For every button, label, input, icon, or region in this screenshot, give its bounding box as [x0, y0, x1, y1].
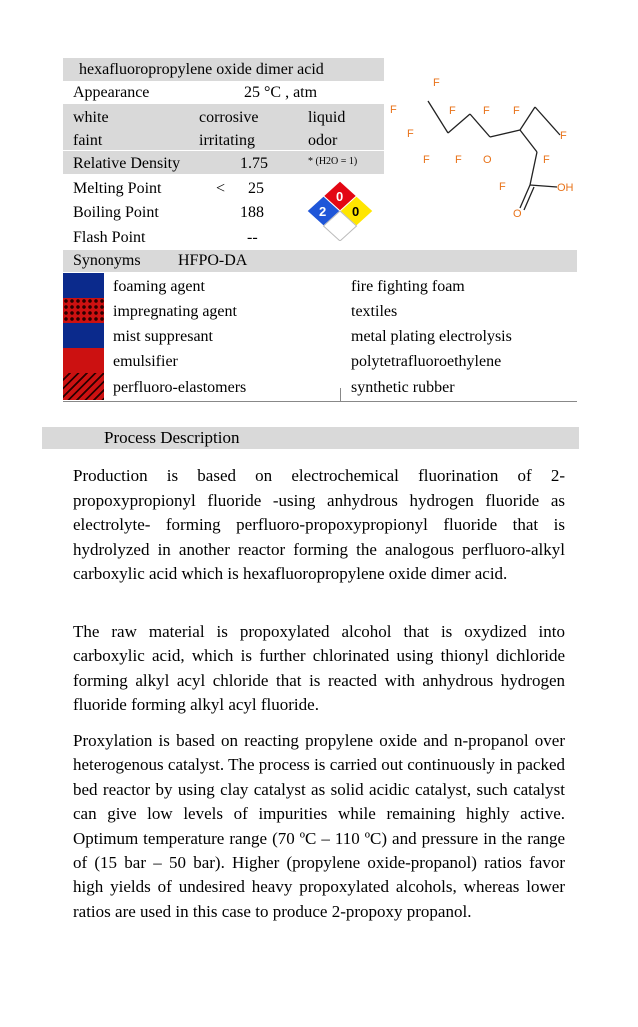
odor-quality-value: irritating: [199, 132, 255, 149]
atom-f-label: F: [423, 154, 430, 166]
boiling-value: 188: [240, 204, 264, 221]
nfpa-diamond: [307, 181, 373, 241]
process-heading: Process Description: [104, 428, 240, 447]
atom-f-label: F: [407, 128, 414, 140]
use-right-1: fire fighting foam: [351, 278, 465, 295]
use-swatch-stripe: [63, 373, 104, 400]
flash-value: --: [247, 229, 258, 246]
synonyms-value: HFPO-DA: [178, 252, 248, 269]
density-note: * (H2O = 1): [308, 156, 358, 167]
density-value: 1.75: [240, 155, 268, 172]
process-paragraph-3: Proxylation is based on reacting propylene oxide and n-propanol over heterogenous catalyst. The process is carried out continuously in packed bed reactor by using clay catalyst as solid acidic catalyst, such catalyst can give low levels of impurities while remaining highly active. Optimum temperature range (70 ºC – 110 ºC) and pressure in the range of (15 bar – 50 bar). Higher (propylene oxide-propanol) ratios favor high yields of undesired heavy propoxylated alcohols, whereas lower ratios are used in this case to produce 2-propoxy propanol.: [73, 731, 565, 921]
use-left-4: emulsifier: [113, 353, 178, 370]
atom-f-label: F: [513, 105, 520, 117]
density-label: Relative Density: [73, 155, 181, 172]
odor-strength-value: faint: [73, 132, 103, 149]
atom-f-label: F: [543, 154, 550, 166]
use-swatch-blue: [63, 273, 104, 298]
atom-o-label: O: [483, 154, 492, 166]
atom-f-label: F: [483, 105, 490, 117]
process-paragraph-2: The raw material is propoxylated alcohol that is oxydized into carboxylic acid, which is further chlorinated using thionyl dichloride forming alkyl acyl chloride that is reacted with anhydrous hydrogen fluoride forming alkyl acyl fluoride.: [73, 622, 565, 715]
atom-oh-label: OH: [557, 182, 574, 194]
use-swatch-check: [63, 298, 104, 323]
molecular-structure: [390, 70, 580, 220]
molecular-structure-graphic: [390, 70, 580, 220]
atom-f-label: F: [499, 181, 506, 193]
atom-f-label: F: [390, 104, 397, 116]
use-right-5: synthetic rubber: [351, 379, 455, 396]
use-right-3: metal plating electrolysis: [351, 328, 512, 345]
nfpa-health: 2: [319, 204, 327, 219]
use-swatch-red: [63, 348, 104, 373]
melting-value: 25: [248, 180, 264, 197]
use-left-2: impregnating agent: [113, 303, 237, 320]
hazard-value: corrosive: [199, 109, 259, 126]
nfpa-flammability: 0: [336, 189, 344, 204]
use-left-3: mist suppresant: [113, 328, 213, 345]
atom-f-label: F: [433, 77, 440, 89]
atom-f-label: F: [560, 130, 567, 142]
compound-title: hexafluoropropylene oxide dimer acid: [79, 61, 324, 78]
process-paragraph-1: Production is based on electrochemical fluorination of 2-propoxypropionyl fluoride -using anhydrous hydrogen fluoride as electrolyte- forming perfluoro-propoxypropionyl fluoride that is hydrolyzed in another reactor forming the analogous perfluoro-alkyl carboxylic acid which is hexafluoropropylene oxide dimer acid.: [73, 466, 565, 584]
boiling-label: Boiling Point: [73, 204, 159, 221]
uses-divider: [340, 388, 341, 401]
use-right-4: polytetrafluoroethylene: [351, 353, 502, 370]
color-value: white: [73, 109, 109, 126]
use-right-2: textiles: [351, 303, 398, 320]
use-swatch-blue: [63, 323, 104, 348]
atom-f-label: F: [449, 105, 456, 117]
melting-label: Melting Point: [73, 180, 162, 197]
synonyms-label: Synonyms: [73, 252, 141, 269]
use-left-1: foaming agent: [113, 278, 205, 295]
use-left-5: perfluoro-elastomers: [113, 379, 247, 396]
appearance-label: Appearance: [73, 84, 150, 101]
appearance-condition: 25 °C , atm: [244, 84, 318, 101]
nfpa-reactivity: 0: [352, 204, 360, 219]
melting-sign: <: [216, 180, 226, 197]
atom-f-label: F: [455, 154, 462, 166]
odor-label: odor: [308, 132, 338, 149]
state-value: liquid: [308, 109, 346, 126]
atom-o-label: O: [513, 208, 522, 220]
flash-label: Flash Point: [73, 229, 146, 246]
